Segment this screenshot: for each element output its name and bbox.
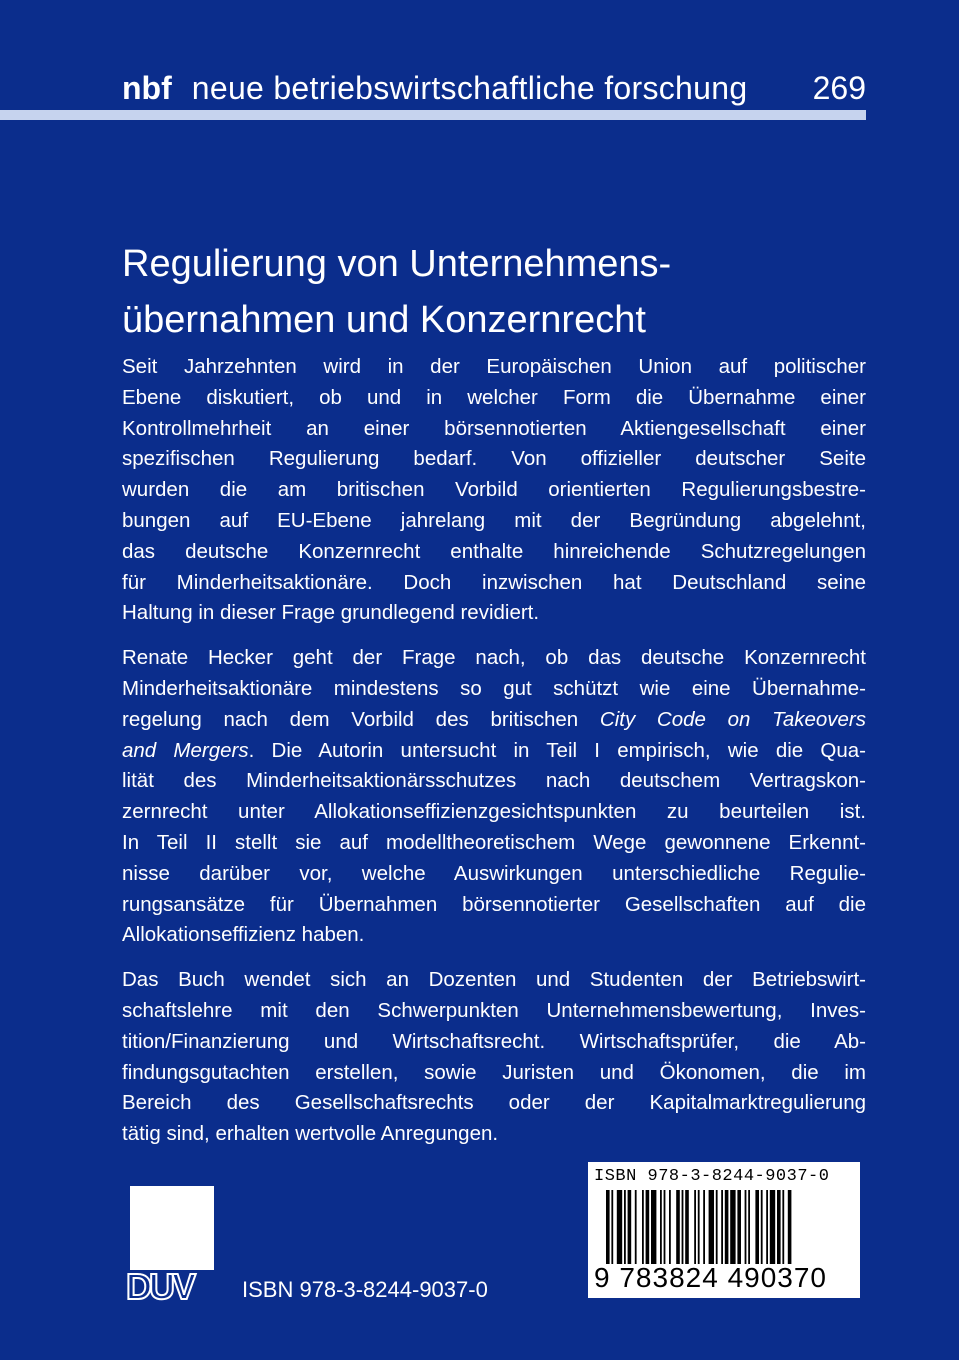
- text-line: [122, 674, 866, 705]
- text-segment: lität des Minderheitsaktionärsschutzes nach deutschem Vertragskon-: [122, 769, 866, 793]
- text-line: [122, 444, 866, 475]
- text-segment: wurden die am britischen Vorbild orientierten Regulierungsbestre-: [122, 478, 866, 502]
- series-abbreviation: nbf: [122, 70, 172, 106]
- text-segment: Kontrollmehrheit an einer börsennotierten Aktiengesellschaft einer: [122, 416, 866, 440]
- text-segment: . Die Autorin untersucht in Teil I empirisch, wie die Qua-: [248, 738, 866, 762]
- text-segment: Ebene diskutiert, ob und in welcher Form die Übernahme einer: [122, 385, 866, 409]
- text-segment: Renate Hecker geht der Frage nach, ob das deutsche Konzernrecht: [122, 646, 866, 670]
- publisher-logo: [126, 1186, 216, 1307]
- text-line: [122, 383, 866, 414]
- text-line: [122, 828, 866, 859]
- barcode-bar: [669, 1190, 671, 1264]
- series-number: 269: [812, 70, 866, 106]
- text-line: [122, 643, 866, 674]
- text-segment: schaftslehre mit den Schwerpunkten Unternehmensbewertung, Inves-: [122, 998, 866, 1022]
- paragraph: [122, 643, 866, 951]
- barcode-bar: [721, 1190, 723, 1264]
- text-segment: tition/Finanzierung und Wirtschaftsrecht. Wirtschaftsprüfer, die Ab-: [122, 1029, 866, 1053]
- text-line: [122, 1058, 866, 1089]
- text-segment: Haltung in dieser Frage grundlegend revidiert.: [122, 601, 540, 625]
- isbn-barcode: [588, 1162, 860, 1298]
- text-line: [122, 996, 866, 1027]
- barcode-bar: [737, 1190, 741, 1264]
- barcode-bars: [606, 1190, 846, 1264]
- text-line: [122, 920, 866, 951]
- text-line: [122, 797, 866, 828]
- barcode-bar: [611, 1190, 613, 1264]
- barcode-bar: [651, 1190, 656, 1264]
- logo-box: [130, 1186, 214, 1270]
- text-line: [122, 352, 866, 383]
- text-segment: Allokationseffizienz haben.: [122, 923, 365, 947]
- text-segment: findungsgutachten erstellen, sowie Juristen und Ökonomen, die im: [122, 1060, 866, 1084]
- text-line: [122, 859, 866, 890]
- text-line: [122, 506, 866, 537]
- text-line: [122, 537, 866, 568]
- barcode-bar: [694, 1190, 696, 1264]
- barcode-bar: [788, 1190, 792, 1264]
- barcode-bar: [725, 1190, 729, 1264]
- text-segment: tätig sind, erhalten wertvolle Anregungen.: [122, 1122, 499, 1146]
- barcode-bar: [698, 1190, 700, 1264]
- barcode-bar: [664, 1190, 666, 1264]
- text-segment: Das Buch wendet sich an Dozenten und Studenten der Betriebswirt-: [122, 968, 866, 992]
- text-line: [122, 598, 866, 629]
- title-line: Regulierung von Unternehmens-: [122, 243, 672, 285]
- barcode-bar: [676, 1190, 680, 1264]
- text-line: [122, 414, 866, 445]
- barcode-bar: [755, 1190, 759, 1264]
- text-line: [122, 1119, 866, 1150]
- series-name: neue betriebswirtschaftliche forschung: [191, 70, 748, 106]
- isbn-text: ISBN 978-3-8244-9037-0: [242, 1277, 488, 1302]
- text-line: [122, 1088, 866, 1119]
- text-segment: nisse darüber vor, welche Auswirkungen unterschiedliche Regulie-: [122, 861, 866, 885]
- text-segment: bungen auf EU-Ebene jahrelang mit der Begründung abgelehnt,: [122, 508, 866, 532]
- text-segment: Minderheitsaktionäre mindestens so gut schützt wie eine Übernahme-: [122, 676, 866, 700]
- barcode-digits: 9 783824 490370: [594, 1262, 827, 1293]
- italic-text: and Mergers: [122, 738, 249, 762]
- text-line: [122, 965, 866, 996]
- text-segment: Bereich des Gesellschaftsrechts oder der Kapitalmarktregulierung: [122, 1091, 866, 1115]
- text-segment: das deutsche Konzernrecht enthalte hinreichende Schutzregelungen: [122, 539, 866, 563]
- barcode-bar: [777, 1190, 781, 1264]
- barcode-bar: [646, 1190, 650, 1264]
- text-segment: rungsansätze für Übernahmen börsennotierter Gesellschaften auf die: [122, 892, 866, 916]
- text-line: [122, 890, 866, 921]
- barcode-bar: [716, 1190, 718, 1264]
- barcode-bar: [766, 1190, 768, 1264]
- barcode-bar: [703, 1190, 705, 1264]
- text-line: [122, 1027, 866, 1058]
- text-segment: für Minderheitsaktionäre. Doch inzwischen hat Deutschland seine: [122, 570, 866, 594]
- barcode-bar: [624, 1190, 626, 1264]
- text-line: [122, 568, 866, 599]
- barcode-isbn-label: ISBN 978-3-8244-9037-0: [594, 1167, 830, 1186]
- text-line: [122, 736, 866, 767]
- barcode-bar: [628, 1190, 632, 1264]
- text-segment: regelung nach dem Vorbild des britischen: [122, 707, 600, 731]
- barcode-bar: [617, 1190, 622, 1264]
- barcode-bar: [761, 1190, 763, 1264]
- barcode-bar: [606, 1190, 610, 1264]
- paragraph: [122, 965, 866, 1150]
- paragraph: [122, 352, 866, 629]
- text-segment: spezifischen Regulierung bedarf. Von offizieller deutscher Seite: [122, 447, 866, 471]
- barcode-bar: [709, 1190, 714, 1264]
- series-header: [122, 70, 866, 110]
- header-stripe: [0, 110, 866, 120]
- barcode-bar: [770, 1190, 775, 1264]
- barcode-bar: [730, 1190, 735, 1264]
- logo-text: DUV: [126, 1266, 194, 1307]
- title-line: übernahmen und Konzernrecht: [122, 299, 646, 341]
- text-segment: Seit Jahrzehnten wird in der Europäischen Union auf politischer: [122, 355, 866, 378]
- barcode-bar: [635, 1190, 637, 1264]
- barcode-bar: [660, 1190, 662, 1264]
- text-line: [122, 705, 866, 736]
- text-line: [122, 475, 866, 506]
- text-segment: In Teil II stellt sie auf modelltheoretischem Wege gewonnene Erkennt-: [122, 830, 866, 854]
- barcode-bar: [748, 1190, 750, 1264]
- blurb-text: [122, 352, 866, 1164]
- book-title: [122, 236, 671, 348]
- barcode-bar: [642, 1190, 644, 1264]
- text-segment: zernrecht unter Allokationseffizienzgesichtspunkten zu beurteilen ist.: [122, 800, 866, 824]
- italic-text: City Code on Takeovers: [599, 707, 866, 731]
- barcode-bar: [745, 1190, 747, 1264]
- text-line: [122, 766, 866, 797]
- barcode-bar: [782, 1190, 784, 1264]
- barcode-bar: [682, 1190, 684, 1264]
- barcode-bar: [685, 1190, 689, 1264]
